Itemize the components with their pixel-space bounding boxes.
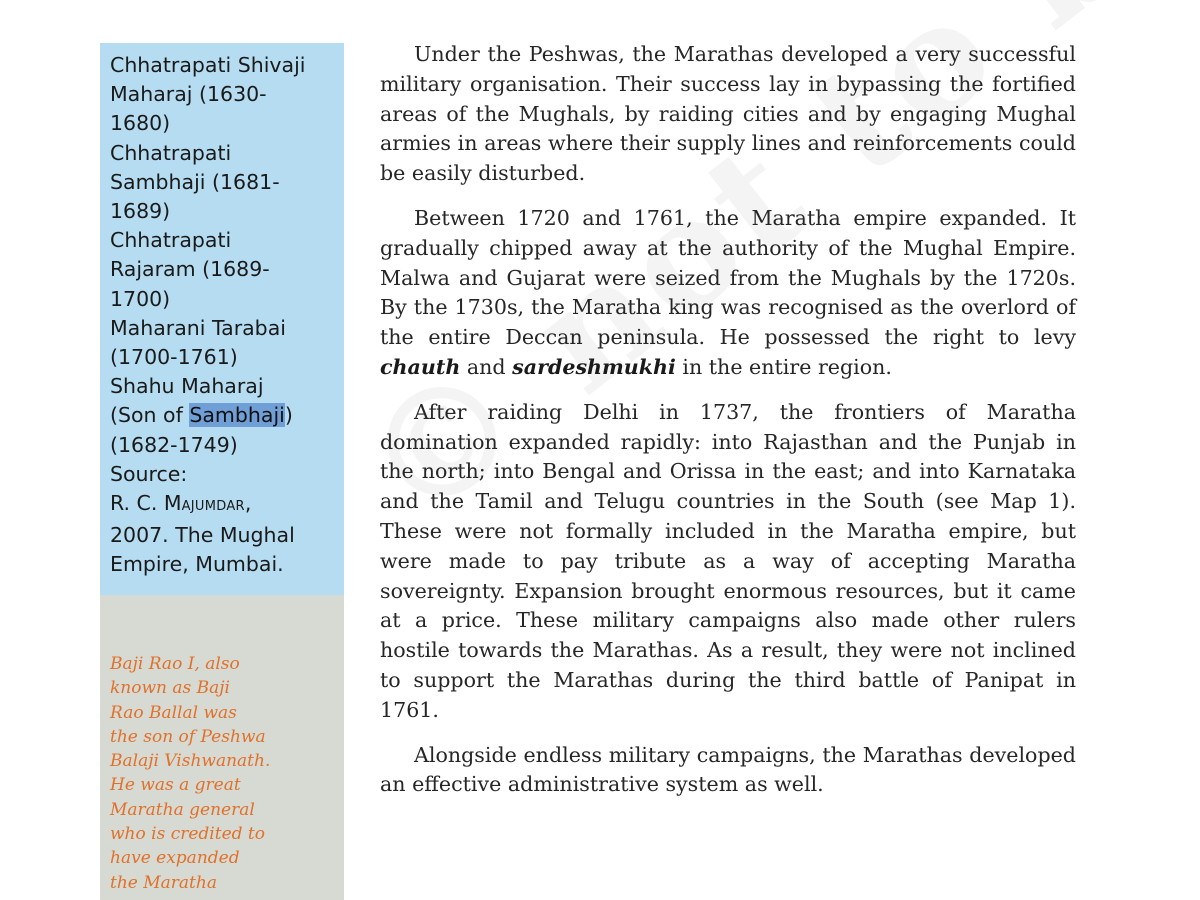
paragraph-peshwa-military: Under the Peshwas, the Marathas developed a very successful military organisation. Their success lay in bypassing the fortified areas of the Mughals, by raiding cities and by engaging Mughal armies in areas where their supply lines and reinforcements could be easily disturbed. [380, 42, 1076, 186]
note-line: who is credited to [110, 824, 265, 845]
ruler-line: Chhatrapati [110, 228, 232, 253]
paragraph-text: Between 1720 and 1761, the Maratha empire expanded. It gradually chipped away at the authority of the Mughal Empire. Malwa and Gujarat were seized from the Mughals by the 1720s. By the 1730s, the Maratha king was recognised as the overlord of the entire Deccan peninsula. He possessed the right to levy [380, 205, 1076, 350]
paragraph-empire-expansion [380, 204, 1076, 383]
paragraph-frontiers: After raiding Delhi in 1737, the frontiers of Maratha domination expanded rapidly: into Rajasthan and the Punjab in the north; into Bengal and Orissa in the east; and into Karnataka and the Tamil and Telugu countries in the South (see Map 1). These were not formally included in the Maratha empire, but were made to pay tribute as a way of accepting Maratha sovereignty. Expansion brought enormous resources, but it came at a price. These military campaigns also made other rulers hostile towards the Marathas. As a result, they were not inclined to support the Marathas during the third battle of Panipat in 1761. [380, 399, 1076, 722]
note-line: Baji Rao I, also [110, 654, 240, 674]
paragraph-text: in the entire region. [675, 354, 892, 379]
ruler-line: (1682-1749) [110, 432, 238, 457]
source-author-prefix: R. C. M [110, 491, 182, 516]
note-line: Balaji Vishwanath. [110, 751, 271, 772]
term-sardeshmukhi: sardeshmukhi [512, 354, 676, 379]
ruler-line: 1700) [110, 286, 171, 311]
ruler-line: Chhatrapati [110, 140, 232, 165]
note-line: the son of Peshwa [110, 726, 266, 747]
term-chauth: chauth [380, 354, 461, 379]
note-line: Rao Ballal was [110, 702, 237, 723]
ruler-line: Rajaram (1689- [110, 257, 270, 282]
source-author-smallcaps: AJUMDAR [181, 499, 245, 515]
note-line: Maratha general [110, 799, 255, 820]
main-text-column [380, 40, 1076, 815]
note-line: the Maratha [110, 872, 217, 893]
ruler-line: Sambhaji (1681- [110, 169, 280, 194]
source-book: 2007. The Mughal [110, 523, 295, 548]
source-author-suffix: , [244, 491, 252, 516]
baji-rao-note-box [100, 595, 344, 900]
ruler-line: Shahu Maharaj [110, 374, 264, 399]
ruler-line: 1680) [110, 111, 171, 136]
selected-text-highlight[interactable]: Sambhaji [189, 403, 285, 428]
source-label: Source: [110, 461, 188, 486]
source-author [110, 489, 338, 521]
son-of-prefix: (Son of [110, 403, 190, 428]
son-of-suffix: ) [284, 403, 293, 428]
ruler-line: Maharani Tarabai [110, 315, 286, 340]
paragraph-text: and [460, 354, 513, 379]
note-line: He was a great [110, 775, 241, 796]
son-of-line [110, 401, 338, 430]
ruler-line: (1700-1761) [110, 345, 238, 370]
note-line: have expanded [110, 848, 240, 869]
ruler-line: Maharaj (1630- [110, 82, 267, 107]
source-book: Empire, Mumbai. [110, 552, 284, 577]
ruler-line: 1689) [110, 199, 171, 224]
ruler-line: Chhatrapati Shivaji [110, 53, 306, 77]
paragraph-administration: Alongside endless military campaigns, the Marathas developed an effective administrative system as well. [380, 742, 1076, 797]
rulers-sidebar-box [100, 43, 344, 595]
note-line: known as Baji [110, 678, 230, 699]
